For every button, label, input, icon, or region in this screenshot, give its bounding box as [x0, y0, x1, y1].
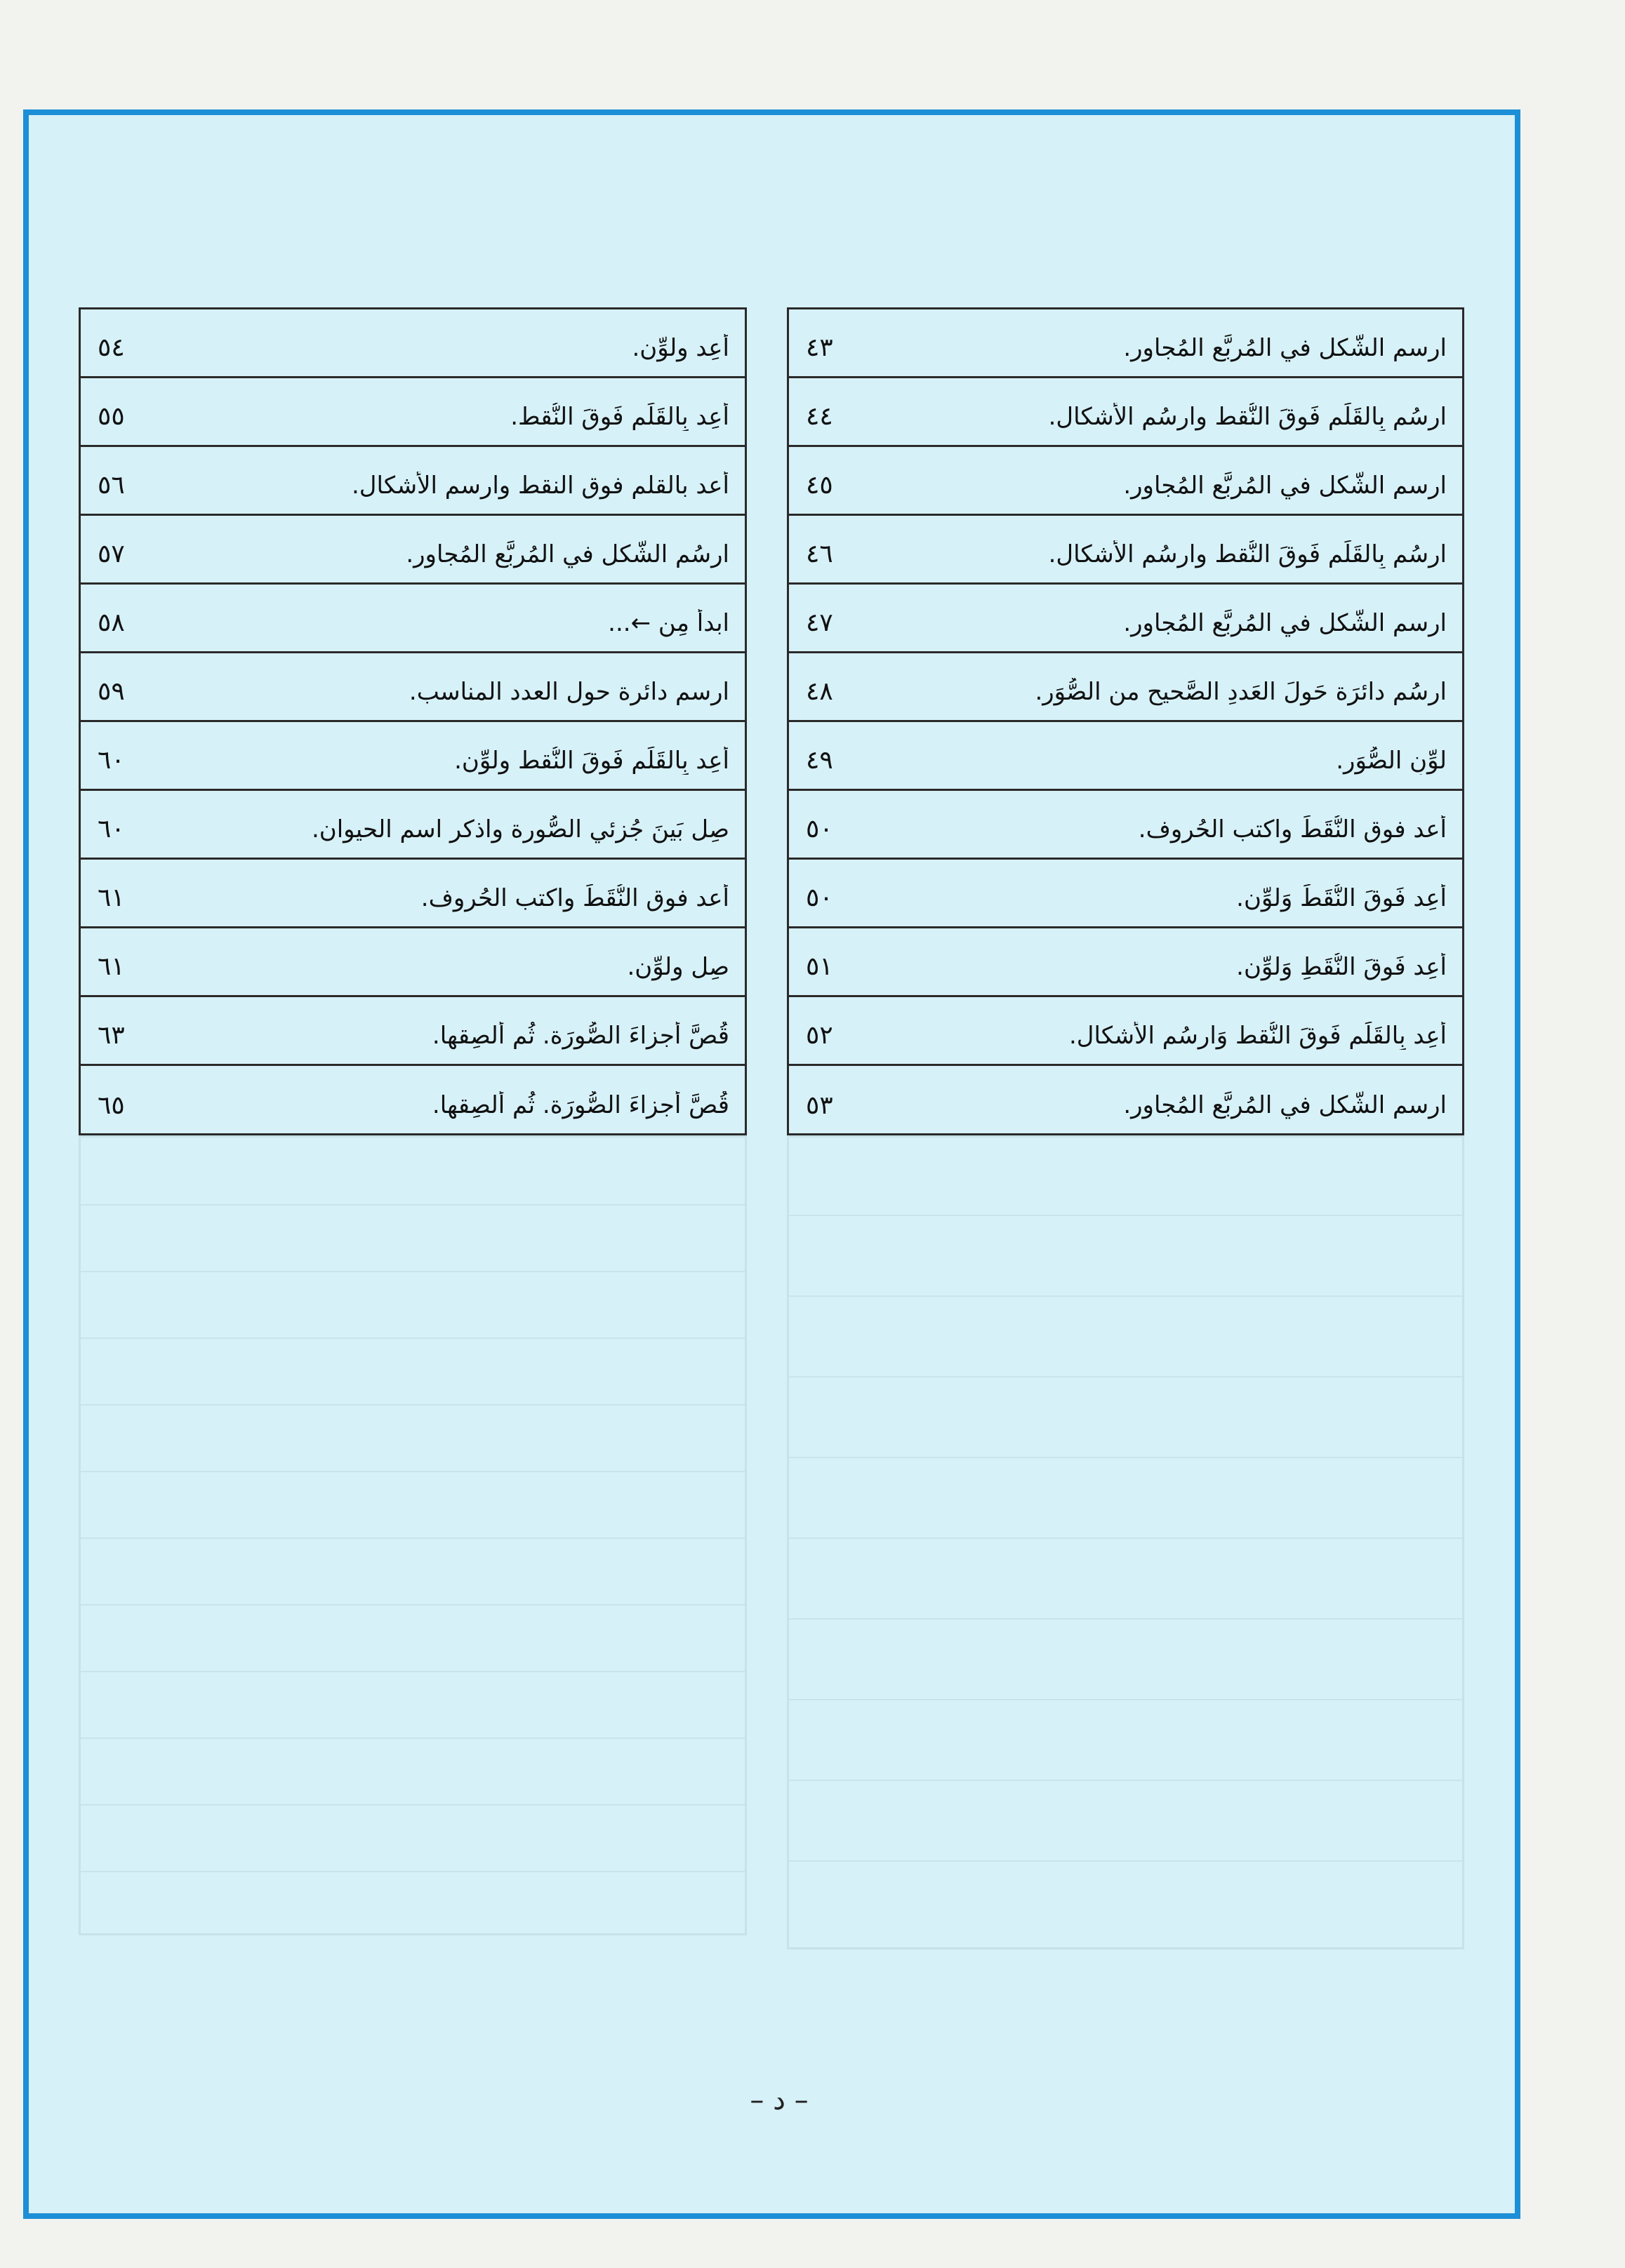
toc-row-title: قُصَّ أجزاءَ الصُّورَة. ثُم ألصِقها.: [432, 1091, 729, 1119]
toc-row-title: أعد بالقلم فوق النقط وارسم الأشكال.: [352, 471, 729, 500]
toc-row: [81, 585, 745, 653]
toc-row-title: أعِد فَوقَ النُّقَطِ وَلوِّن.: [1236, 952, 1447, 981]
toc-row: [789, 1066, 1462, 1135]
toc-row-title: ارسُم بِالقَلَم فَوقَ النُّقط وارسُمِ الأشكال.: [1048, 402, 1447, 431]
toc-row: [789, 653, 1462, 722]
toc-row-title: أعِد بِالقَلَم فَوقَ النُّقط.: [510, 402, 729, 431]
toc-row-title: أعِد ولوِّن.: [632, 333, 729, 362]
toc-row: [789, 378, 1462, 447]
toc-row: [789, 447, 1462, 516]
toc-row-page: ٦٣: [98, 1021, 125, 1050]
toc-row: [789, 722, 1462, 791]
toc-row-title: ارسمِ الشَّكل في المُربَّع المُجاور.: [1123, 333, 1447, 362]
toc-row: [81, 653, 745, 722]
toc-row-page: ٤٦: [806, 540, 833, 568]
toc-row-page: ٥٨: [98, 608, 125, 637]
toc-row: [789, 516, 1462, 585]
toc-row: [81, 447, 745, 516]
toc-row: [789, 585, 1462, 653]
toc-row-page: ٦١: [98, 883, 125, 912]
toc-row-page: ٥٠: [806, 815, 833, 843]
page-number: – د –: [750, 2084, 809, 2116]
toc-row: [789, 309, 1462, 378]
toc-row-page: ٥٦: [98, 471, 125, 500]
toc-row-title: أعد فوق النُّقَطَ واكتب الحُروف.: [420, 883, 729, 912]
toc-row-title: ارسمِ الشَّكل في المُربَّع المُجاور.: [1123, 1091, 1447, 1119]
toc-row-title: صِل ولوِّن.: [627, 952, 729, 981]
toc-row-title: أعِد بِالقَلَم فَوقَ النُّقط وَارسُمِ الأشكال.: [1069, 1021, 1447, 1050]
toc-row: [789, 791, 1462, 860]
toc-row: [81, 997, 745, 1066]
toc-row-page: ٥٩: [98, 677, 125, 706]
toc-row-page: ٤٣: [806, 333, 833, 362]
toc-row: [81, 378, 745, 447]
toc-row-page: ٦١: [98, 952, 125, 981]
toc-row-page: ٤٤: [806, 402, 833, 431]
toc-row: [789, 860, 1462, 928]
toc-row: [81, 309, 745, 378]
toc-row-title: ابدأ مِن ←...: [608, 608, 729, 637]
toc-row-title: ارسُم دائرَة حَولَ العَددِ الصَّحيح من الصُّوَر.: [1035, 677, 1447, 706]
toc-row: [81, 860, 745, 928]
show-through-table-left: [79, 1135, 747, 1935]
toc-row-title: ارسمِ الشَّكل في المُربَّع المُجاور.: [1123, 608, 1447, 637]
toc-row-page: ٥١: [806, 952, 833, 981]
show-through-table-right: [787, 1135, 1464, 1949]
toc-row-page: ٥٠: [806, 883, 833, 912]
toc-row-title: ارسمِ الشَّكل في المُربَّع المُجاور.: [1123, 471, 1447, 500]
toc-row-page: ٥٣: [806, 1090, 833, 1120]
show-through-title: [562, 151, 997, 235]
toc-row-page: ٥٢: [806, 1021, 833, 1050]
toc-row-page: ٤٩: [806, 746, 833, 775]
toc-row-page: ٦٥: [98, 1090, 125, 1120]
toc-row: [789, 928, 1462, 997]
toc-row-title: لوِّنِ الصُّوَر.: [1336, 746, 1447, 775]
toc-row-title: قُصَّ أجزاءَ الصُّورَة. ثُم ألصِقها.: [432, 1021, 729, 1050]
toc-row: [789, 997, 1462, 1066]
toc-row-page: ٦٠: [98, 746, 125, 775]
toc-row-title: صِل بَينَ جُزئي الصُّورة واذكر اسم الحيوان.: [311, 815, 729, 843]
toc-row-page: ٥٥: [98, 402, 125, 431]
toc-row-page: ٦٠: [98, 815, 125, 843]
toc-row-title: ارسُمِ الشَّكل في المُربَّع المُجاور.: [406, 540, 729, 568]
toc-row-title: أعِد فَوقَ النُّقَطَ وَلوِّن.: [1236, 883, 1447, 912]
toc-row-page: ٤٧: [806, 608, 833, 637]
toc-row: [81, 791, 745, 860]
toc-row-title: أعِد بِالقَلَم فَوقَ النُّقط ولوِّن.: [454, 746, 729, 775]
toc-row: [81, 516, 745, 585]
toc-row-page: ٤٨: [806, 677, 833, 706]
toc-table-left: [79, 307, 747, 1135]
toc-row: [81, 722, 745, 791]
toc-row-title: ارسم دائرة حول العدد المناسب.: [409, 677, 729, 706]
toc-row-page: ٥٤: [98, 333, 125, 362]
toc-row-title: ارسُم بِالقَلَم فَوقَ النُّقط وارسُمِ الأشكال.: [1048, 540, 1447, 568]
toc-row-title: أعد فوق النُّقَطَ واكتب الحُروف.: [1138, 815, 1447, 843]
toc-row: [81, 1066, 745, 1135]
toc-row-page: ٤٥: [806, 471, 833, 500]
toc-row: [81, 928, 745, 997]
toc-row-page: ٥٧: [98, 540, 125, 568]
toc-table-right: [787, 307, 1464, 1135]
